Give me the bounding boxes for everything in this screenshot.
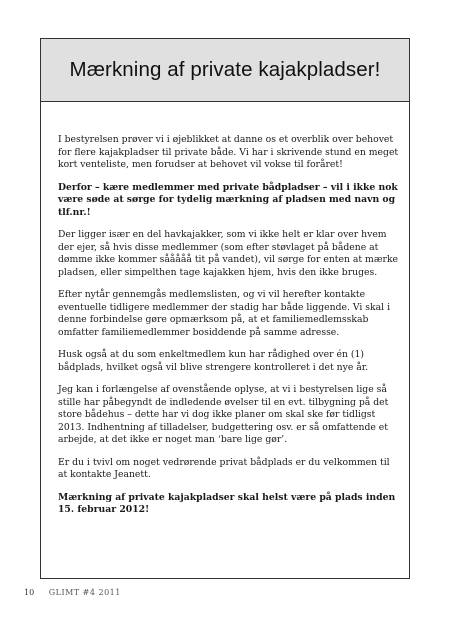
paragraph-kontakt: Er du i tvivl om noget vedrørende privat bådplads er du velkommen til at kontakte Jeanett. [58,456,390,480]
paragraph-havkajakker: Der ligger især en del havkajakker, som vi ikke helt er klar over hvem der ejer, så hvis disse medlemmer (som efter støvlaget på bådene at dømme ikke kommer sååååå tit på vandet), vil sørge for enten at mærke pladsen, eller simpelthen tage kajakken hjem, hvis den ikke bruges. [58,229,399,278]
paragraph-enkeltmedlem: Husk også at du som enkeltmedlem kun har rådighed over én (1) bådplads, hvilket også vil blive strengere kontrolleret i det nye år. [58,349,369,373]
article-title: Mærkning af private kajakpladser! [69,58,381,81]
magazine-issue: GLIMT #4 2011 [48,588,121,597]
paragraph-tilbygning: Jeg kan i forlængelse af ovenstående oplyse, at vi i bestyrelsen lige så stille har påbegyndt de indledende øvelser til en evt. tilbygning på det store bådehus – dette har vi dog ikke planer om skal ske før tidligst 2013. Indhentning af tilladelser, budgettering osv. er så omfattende et arbejde, at det ikke er noget man ‘bare lige gør’. [58,384,389,445]
article-body [58,134,399,527]
page-footer [24,588,121,597]
paragraph-deadline-bold: Mærkning af private kajakpladser skal helst være på plads inden 15. februar 2012! [58,491,396,515]
title-banner [41,39,409,102]
page-number: 10 [24,588,35,597]
paragraph-request-bold: Derfor – kære medlemmer med private bådpladser – vil i ikke nok være søde at sørge for tydelig mærkning af pladsen med navn og tlf.nr.! [58,181,398,218]
article-frame [40,38,410,579]
paragraph-intro: I bestyrelsen prøver vi i øjeblikket at danne os et overblik over behovet for flere kajakpladser til private både. Vi har i skrivende stund en meget kort venteliste, men forudser at behovet vil vokse til foråret! [58,134,399,170]
paragraph-medlemsliste: Efter nytår gennemgås medlemslisten, og vi vil herefter kontakte eventuelle tidligere medlemmer der stadig har både liggende. Vi skal i denne forbindelse gøre opmærksom på, at et familiemedlemsskab omfatter familiemedlemmer bosiddende på samme adresse. [58,289,391,338]
